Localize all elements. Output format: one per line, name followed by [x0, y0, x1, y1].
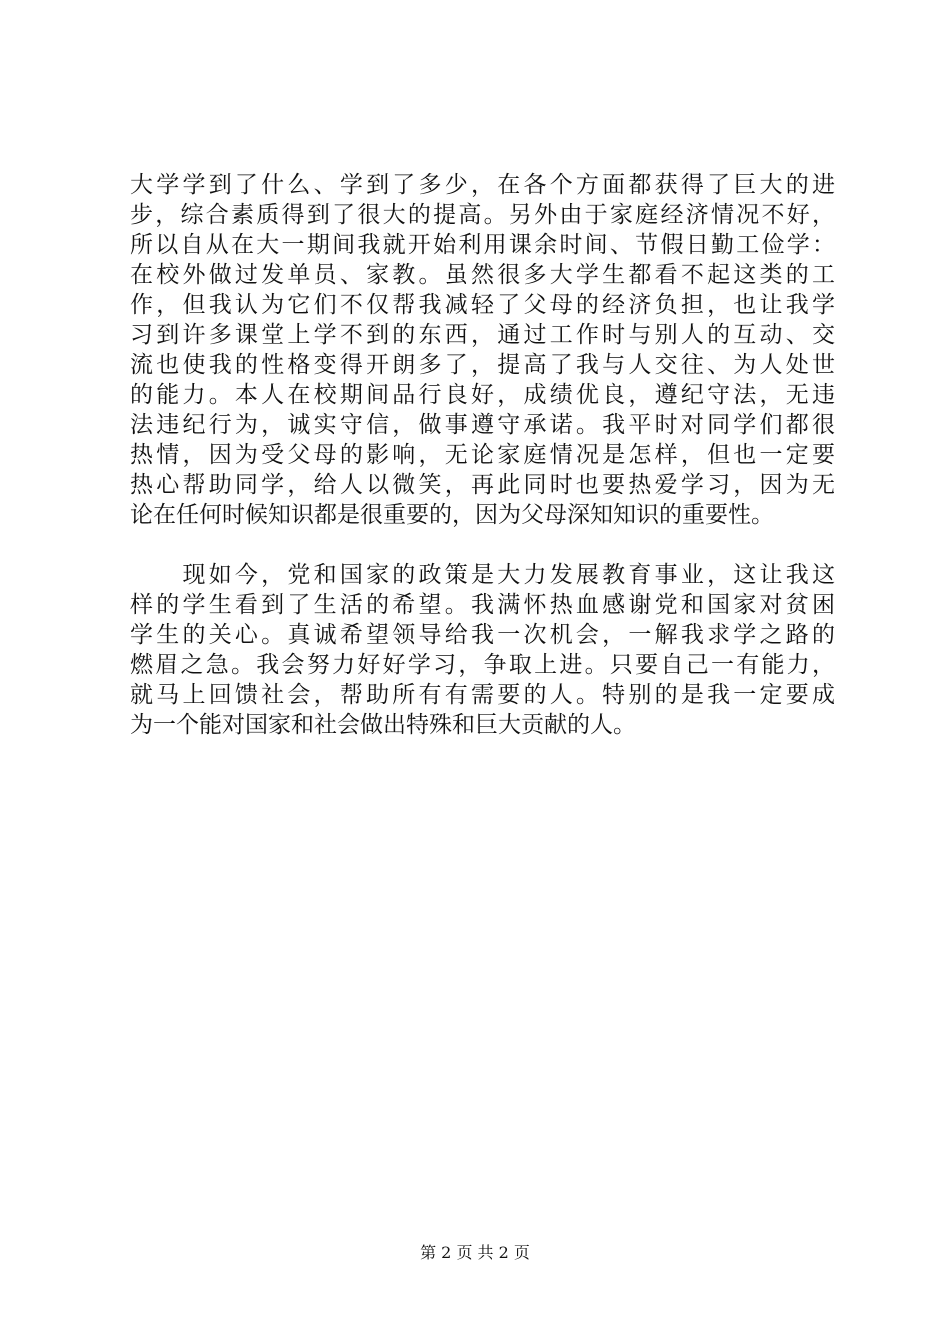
text-line: 现如今，党和国家的政策是大力发展教育事业，这让我这 — [130, 562, 835, 588]
text-line: 所以自从在大一期间我就开始利用课余时间、节假日勤工俭学： — [130, 232, 835, 258]
text-line: 作，但我认为它们不仅帮我减轻了父母的经济负担，也让我学 — [130, 292, 835, 318]
text-line: 步，综合素质得到了很大的提高。另外由于家庭经济情况不好， — [130, 202, 835, 228]
text-line: 燃眉之急。我会努力好好学习，争取上进。只要自己一有能力， — [130, 652, 835, 678]
text-line: 大学学到了什么、学到了多少，在各个方面都获得了巨大的进 — [130, 172, 835, 198]
text-line: 的能力。本人在校期间品行良好，成绩优良，遵纪守法，无违 — [130, 382, 835, 408]
text-line: 样的学生看到了生活的希望。我满怀热血感谢党和国家对贫困 — [130, 592, 835, 618]
text-line: 论在任何时候知识都是很重要的，因为父母深知知识的重要性。 — [130, 502, 774, 528]
text-line: 学生的关心。真诚希望领导给我一次机会，一解我求学之路的 — [130, 622, 835, 648]
text-line: 法违纪行为，诚实守信，做事遵守承诺。我平时对同学们都很 — [130, 412, 835, 438]
paragraph-spacer — [130, 530, 835, 560]
page-footer — [0, 1243, 950, 1263]
text-line: 在校外做过发单员、家教。虽然很多大学生都看不起这类的工 — [130, 262, 835, 288]
document-body — [130, 170, 835, 740]
page-number-label: 第 2 页 共 2 页 — [420, 1243, 530, 1262]
text-line: 就马上回馈社会，帮助所有有需要的人。特别的是我一定要成 — [130, 682, 835, 708]
text-line: 为一个能对国家和社会做出特殊和巨大贡献的人。 — [130, 712, 636, 738]
text-line: 热心帮助同学，给人以微笑，再此同时也要热爱学习，因为无 — [130, 472, 835, 498]
paragraph-2 — [130, 560, 835, 740]
text-line: 习到许多课堂上学不到的东西，通过工作时与别人的互动、交 — [130, 322, 835, 348]
paragraph-1 — [130, 170, 835, 530]
text-line: 热情，因为受父母的影响，无论家庭情况是怎样，但也一定要 — [130, 442, 835, 468]
text-line: 流也使我的性格变得开朗多了，提高了我与人交往、为人处世 — [130, 352, 835, 378]
